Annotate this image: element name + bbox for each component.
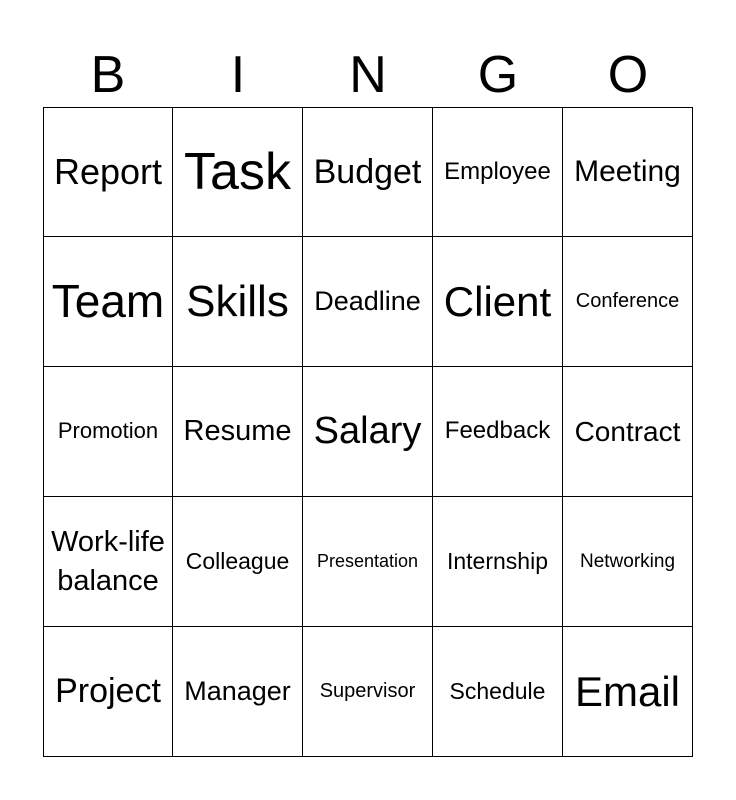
header-letter-b: B [90, 46, 126, 104]
cell-text: Resume [183, 415, 292, 448]
cell-text: Email [574, 667, 681, 715]
bingo-cell[interactable] [303, 367, 433, 497]
bingo-cell[interactable] [433, 107, 563, 237]
cell-text: Meeting [574, 155, 681, 189]
bingo-cell[interactable] [43, 497, 173, 627]
bingo-cell[interactable] [303, 497, 433, 627]
cell-text: Budget [313, 152, 422, 191]
bingo-cell[interactable] [173, 107, 303, 237]
bingo-cell[interactable] [303, 107, 433, 237]
cell-text: Supervisor [319, 680, 416, 703]
cell-text: Promotion [57, 418, 159, 444]
bingo-cell[interactable] [563, 107, 693, 237]
cell-text: Client [443, 277, 552, 325]
cell-text: Manager [184, 676, 291, 707]
bingo-cell[interactable] [43, 367, 173, 497]
bingo-cell[interactable] [433, 367, 563, 497]
cell-text: Employee [444, 157, 551, 185]
bingo-cell[interactable] [303, 237, 433, 367]
bingo-cell[interactable] [433, 237, 563, 367]
bingo-cell[interactable] [433, 497, 563, 627]
bingo-cell[interactable] [563, 497, 693, 627]
cell-text: Deadline [314, 286, 421, 317]
cell-text: Project [55, 672, 161, 711]
bingo-cell[interactable] [173, 627, 303, 757]
bingo-cell[interactable] [563, 367, 693, 497]
bingo-card-grid [43, 107, 693, 757]
cell-text: Feedback [444, 417, 551, 445]
bingo-cell[interactable] [563, 237, 693, 367]
bingo-cell[interactable] [303, 627, 433, 757]
cell-text: Team [51, 274, 165, 327]
cell-text: Internship [446, 547, 548, 574]
bingo-cell[interactable] [43, 107, 173, 237]
header-letter-o: O [607, 46, 649, 104]
bingo-cell[interactable] [43, 627, 173, 757]
cell-text: Presentation [316, 551, 419, 572]
bingo-cell[interactable] [433, 627, 563, 757]
bingo-cell[interactable] [173, 367, 303, 497]
bingo-cell[interactable] [43, 237, 173, 367]
cell-text: Report [53, 150, 163, 192]
cell-text: Contract [574, 415, 681, 447]
header-letter-g: G [477, 46, 519, 104]
bingo-cell[interactable] [173, 237, 303, 367]
cell-text: Work-life balance [51, 525, 165, 597]
bingo-cell[interactable] [173, 497, 303, 627]
cell-text: Conference [575, 290, 680, 313]
header-letter-n: N [349, 46, 387, 104]
bingo-cell[interactable] [563, 627, 693, 757]
cell-text: Schedule [449, 677, 546, 704]
cell-text: Task [184, 142, 291, 201]
cell-text: Networking [579, 550, 676, 572]
bingo-header [43, 42, 693, 108]
cell-text: Salary [313, 410, 422, 453]
cell-text: Skills [186, 276, 289, 326]
header-letter-i: I [230, 46, 246, 104]
cell-text: Colleague [185, 547, 290, 574]
